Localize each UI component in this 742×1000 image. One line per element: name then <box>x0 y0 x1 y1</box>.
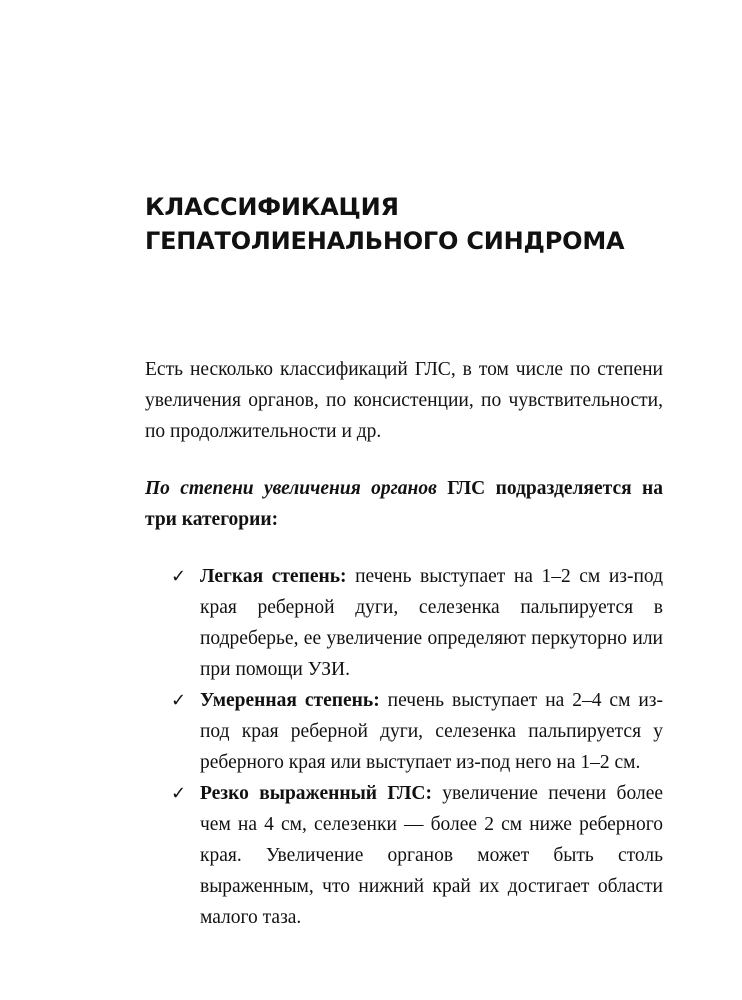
list-item <box>145 778 663 933</box>
degree-section-lead: По степени увеличения органов <box>145 478 437 499</box>
checkmark-icon: ✓ <box>171 566 187 587</box>
category-description: увеличение печени более чем на 4 см, селезенки — более 2 см ниже реберного края. Увеличение органов может быть столь выраженным, что нижний край их достигает области малого таза. <box>200 783 664 928</box>
page-title <box>145 190 663 258</box>
degree-section-text: ГЛС подразделяется на три категории: <box>145 478 663 530</box>
category-description: печень выступает на 2–4 см из-под края реберной дуги, селезенка пальпируется у реберного края или выступает из-под него на 1–2 см. <box>200 690 664 773</box>
intro-paragraph: Есть несколько классификаций ГЛС, в том числе по степени увеличения органов, по консистенции, по чувствительности, по продолжительности и др. <box>145 359 663 442</box>
title-line-2: ГЕПАТОЛИЕНАЛЬНОГО СИНДРОМА <box>145 227 625 255</box>
category-term: Резко выраженный ГЛС: <box>200 783 432 804</box>
category-list <box>145 561 663 933</box>
category-term: Легкая степень: <box>200 566 347 587</box>
checkmark-icon: ✓ <box>171 690 187 711</box>
list-item <box>145 561 663 685</box>
category-term: Умеренная степень: <box>200 690 380 711</box>
page-content <box>145 190 663 933</box>
degree-section-paragraph <box>145 473 663 535</box>
checkmark-icon: ✓ <box>171 783 187 804</box>
list-item <box>145 685 663 778</box>
category-description: печень выступает на 1–2 см из-под края реберной дуги, селезенка пальпируется в подреберье, ее увеличение определяют перкуторно или при помощи УЗИ. <box>200 566 664 680</box>
title-line-1: КЛАССИФИКАЦИЯ <box>145 193 399 221</box>
